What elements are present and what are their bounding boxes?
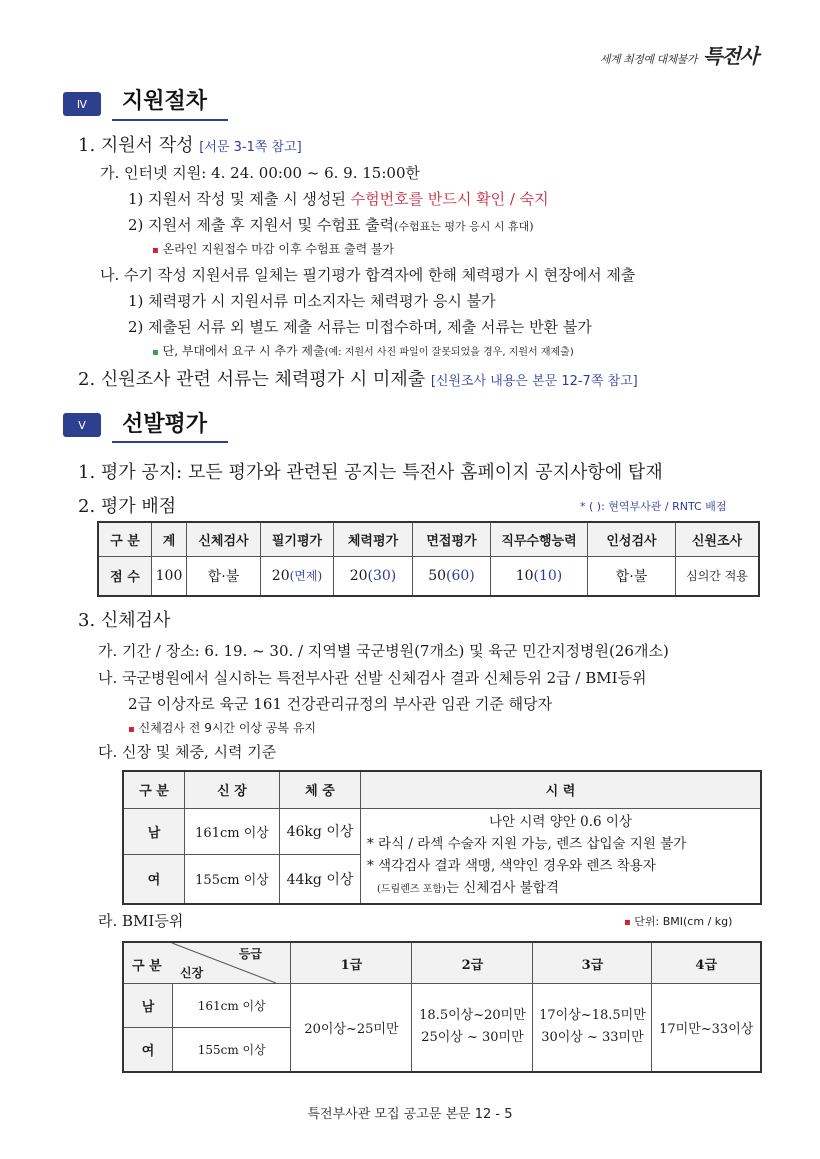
score-background: 심의간 적용 xyxy=(676,556,760,596)
vision-line: * 라식 / 라섹 수술자 지원 가능, 렌즈 삽입술 지원 불가 xyxy=(367,835,687,852)
header-cell: 구 분 xyxy=(98,522,152,556)
item-4-1-na-1: 1) 체력평가 시 지원서류 미소지자는 체력평가 응시 불가 xyxy=(128,292,496,310)
vision-line: * 색각검사 결과 색맹, 색약인 경우와 렌즈 착용자 xyxy=(367,857,656,874)
item-5-3-ra: 라. BMI등위 xyxy=(98,912,184,930)
grade-header: 3급 xyxy=(533,942,652,984)
grade-header: 1급 xyxy=(291,942,412,984)
header-cell: 면접평가 xyxy=(413,522,491,556)
height-cell: 161cm 이상 xyxy=(185,808,280,855)
grade1-cell: 20이상~25미만 xyxy=(291,984,412,1072)
body-standards-table xyxy=(122,770,762,905)
row-label: 여 xyxy=(123,855,185,904)
header-cell: 신원조사 xyxy=(676,522,760,556)
grade4-cell: 17미만~33이상 xyxy=(652,984,761,1072)
item-4-1: 1. 지원서 작성 [서문 3-1쪽 참고] xyxy=(78,135,302,156)
item-5-3: 3. 신체검사 xyxy=(78,610,171,631)
grade-header: 2급 xyxy=(412,942,533,984)
item-4-1-na-2: 2) 제출된 서류 외 별도 제출 서류는 미접수하며, 제출 서류는 반환 불가 xyxy=(128,318,592,336)
height-cell: 155cm 이상 xyxy=(173,1028,291,1072)
header-cell: 체력평가 xyxy=(334,522,413,556)
vision-line: 나안 시력 양안 0.6 이상 xyxy=(489,813,632,830)
header-cell: 신체검사 xyxy=(187,522,261,556)
section-underline xyxy=(112,119,228,121)
section-badge-4: Ⅳ xyxy=(63,92,101,116)
item-4-1-ga-2: 2) 지원서 제출 후 지원서 및 수험표 출력(수험표는 평가 응시 시 휴대) xyxy=(128,216,534,234)
header-cell: 계 xyxy=(152,522,187,556)
bmi-table xyxy=(122,941,762,1073)
section-badge-5: Ⅴ xyxy=(63,413,101,437)
brand-logo: 세계 최정예 대체불가 특전사 xyxy=(599,44,758,68)
row-label: 남 xyxy=(123,984,173,1028)
section-title-4: 지원절차 xyxy=(122,89,208,114)
score-interview: 50(60) xyxy=(413,556,491,596)
item-4-1-ga: 가. 인터넷 지원: 4. 24. 00:00 ~ 6. 9. 15:00한 xyxy=(100,164,420,182)
corner-bottom-label: 신장 xyxy=(180,966,204,980)
row-label: 점 수 xyxy=(98,556,152,596)
bmi-corner-cell xyxy=(123,942,291,984)
height-cell: 155cm 이상 xyxy=(185,855,280,904)
item-5-2: 2. 평가 배점 xyxy=(78,496,177,517)
weight-cell: 46kg 이상 xyxy=(280,808,361,855)
vision-cell xyxy=(361,808,762,904)
grade2-line: 25이상 ~ 30미만 xyxy=(421,1030,524,1046)
score-table xyxy=(97,521,760,597)
grade-header: 4급 xyxy=(652,942,761,984)
header-cell: 신 장 xyxy=(185,771,280,808)
item-5-3-da: 다. 신장 및 체중, 시력 기준 xyxy=(98,743,277,761)
grade3-line: 30이상 ~ 33미만 xyxy=(541,1030,644,1046)
section-underline xyxy=(112,441,228,443)
section-title-5: 선발평가 xyxy=(122,412,208,437)
item-4-1-ga-1: 1) 지원서 작성 및 제출 시 생성된 수험번호를 반드시 확인 / 숙지 xyxy=(128,190,549,208)
header-cell: 직무수행능력 xyxy=(491,522,588,556)
header-cell: 인성검사 xyxy=(588,522,676,556)
score-job: 10(10) xyxy=(491,556,588,596)
grade3-line: 17이상~18.5미만 xyxy=(539,1008,646,1024)
item-5-1: 1. 평가 공지: 모든 평가와 관련된 공지는 특전사 홈페이지 공지사항에 탑재 xyxy=(78,462,663,483)
item-5-3-ga: 가. 기간 / 장소: 6. 19. ~ 30. / 지역별 국군병원(7개소) 및 육군 민간지정병원(26개소) xyxy=(98,642,669,660)
note-4-1-na: ▪ 단, 부대에서 요구 시 추가 제출(예: 지원서 사진 파일이 잘못되었을 경우, 지원서 재제출) xyxy=(152,344,574,358)
score-fitness: 20(30) xyxy=(334,556,413,596)
vision-line: (드림렌즈 포함)는 신체검사 불합격 xyxy=(377,879,559,896)
header-cell: 시 력 xyxy=(361,771,762,808)
score-personality: 합·불 xyxy=(588,556,676,596)
header-cell: 필기평가 xyxy=(261,522,334,556)
grade3-cell xyxy=(533,984,652,1072)
score-written: 20(면제) xyxy=(261,556,334,596)
height-cell: 161cm 이상 xyxy=(173,984,291,1028)
corner-top-label: 등급 xyxy=(238,947,262,961)
score-body: 합·불 xyxy=(187,556,261,596)
page-footer: 특전부사관 모집 공고문 본문 12 - 5 xyxy=(307,1107,513,1122)
score-total: 100 xyxy=(152,556,187,596)
item-5-3-na-line1: 나. 국군병원에서 실시하는 특전부사관 선발 신체검사 결과 신체등위 2급 / BMI등위 xyxy=(98,669,647,687)
bmi-unit-note: ▪ 단위: BMI(cm / kg) xyxy=(624,915,733,928)
grade2-cell xyxy=(412,984,533,1072)
header-cell: 구 분 xyxy=(123,771,185,808)
row-label: 여 xyxy=(123,1028,173,1072)
item-5-3-na-line2: 2급 이상자로 육군 161 건강관리규정의 부사관 임관 기준 해당자 xyxy=(128,695,553,713)
item-4-1-na: 나. 수기 작성 지원서류 일체는 필기평가 합격자에 한해 체력평가 시 현장에서 제출 xyxy=(100,266,636,284)
score-note: * ( ): 현역부사관 / RNTC 배점 xyxy=(580,500,727,513)
note-5-3-na: ▪ 신체검사 전 9시간 이상 공복 유지 xyxy=(128,721,317,735)
grade2-line: 18.5이상~20미만 xyxy=(419,1008,526,1024)
item-4-2: 2. 신원조사 관련 서류는 체력평가 시 미제출 [신원조사 내용은 본문 12-7쪽 참고] xyxy=(78,369,638,390)
corner-left-label: 구 분 xyxy=(132,959,162,974)
weight-cell: 44kg 이상 xyxy=(280,855,361,904)
note-4-1-ga: ▪ 온라인 지원접수 마감 이후 수험표 출력 불가 xyxy=(152,242,395,256)
row-label: 남 xyxy=(123,808,185,855)
header-cell: 체 중 xyxy=(280,771,361,808)
